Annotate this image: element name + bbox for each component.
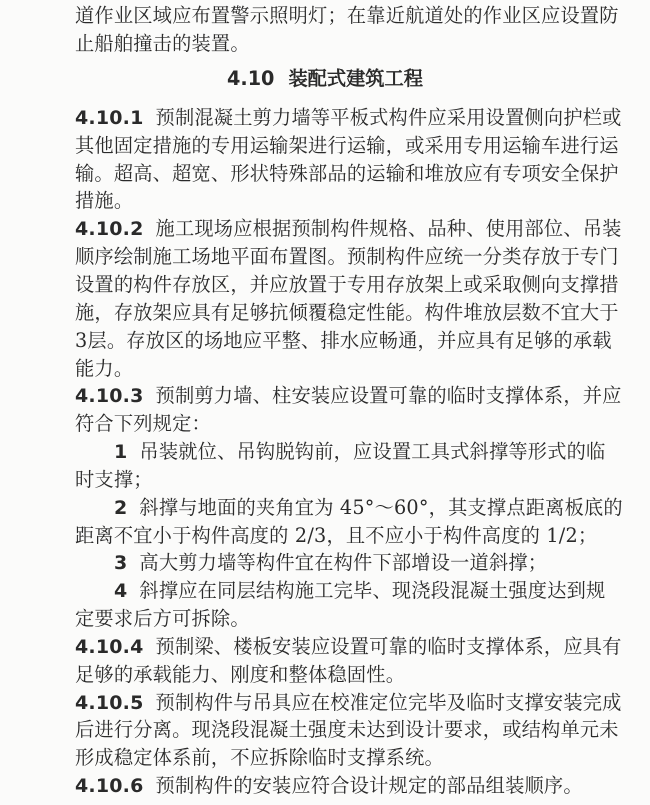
list-item-number: 3	[114, 552, 128, 575]
clause-4-10-1-line-3: 输。超高、超宽、形状特殊部品的运输和堆放应有专项安全保护	[75, 161, 619, 185]
clause-4-10-5-line-3: 形成稳定体系前，不应拆除临时支撑系统。	[75, 746, 444, 770]
clause-4-10-3-line-2: 符合下列规定：	[75, 412, 211, 436]
clause-number: 4.10.5	[75, 691, 144, 714]
clause-number: 4.10.6	[75, 775, 144, 798]
clause-4-10-5-line-1: 4.10.5 预制构件与吊具应在校准定位完毕及临时支撑安装完成	[75, 690, 622, 714]
clause-4-10-2-line-5: 3层。存放区的场地应平整、排水应畅通，并应具有足够的承载	[75, 328, 612, 352]
clause-4-10-1-line-4: 措施。	[75, 189, 134, 213]
section-title: 装配式建筑工程	[288, 67, 423, 91]
clause-4-10-2-line-6: 能力。	[75, 356, 134, 380]
list-item-number: 1	[114, 441, 128, 464]
list-item-2-line-2: 距离不宜小于构件高度的 2/3，且不应小于构件高度的 1/2；	[75, 523, 598, 547]
clause-4-10-4-line-2: 足够的承载能力、刚度和整体稳固性。	[75, 662, 406, 686]
list-item-1-line-1: 1 吊装就位、吊钩脱钩前，应设置工具式斜撑等形式的临	[114, 440, 606, 464]
clause-4-10-1-line-2: 其他固定措施的专用运输架进行运输，或采用专用运输车进行运	[75, 133, 619, 157]
list-item-number: 4	[114, 580, 128, 603]
list-item-3-line-1: 3 高大剪力墙等构件宜在构件下部增设一道斜撑；	[114, 551, 548, 575]
clause-number: 4.10.2	[75, 218, 144, 241]
clause-4-10-2-line-2: 顺序绘制施工场地平面布置图。预制构件应统一分类存放于专门	[75, 245, 619, 269]
clause-4-10-5-line-2: 后进行分离。现浇段混凝土强度未达到设计要求，或结构单元未	[75, 718, 619, 742]
clause-number: 4.10.4	[75, 635, 144, 658]
clause-number: 4.10.1	[75, 106, 144, 129]
list-item-number: 2	[114, 496, 128, 519]
list-item-1-line-2: 时支撑；	[75, 467, 153, 491]
list-item-4-line-1: 4 斜撑应在同层结构施工完毕、现浇段混凝土强度达到规	[114, 579, 606, 603]
section-number: 4.10	[227, 67, 275, 91]
clause-4-10-6-line-1: 4.10.6 预制构件的安装应符合设计规定的部品组装顺序。	[75, 774, 583, 798]
section-heading	[0, 65, 650, 93]
clause-4-10-4-line-1: 4.10.4 预制梁、楼板安装应设置可靠的临时支撑体系，应具有	[75, 634, 622, 658]
list-item-4-line-2: 定要求后方可拆除。	[75, 607, 250, 631]
intro-line-2: 止船舶撞击的装置。	[75, 31, 250, 55]
clause-4-10-1-line-1: 4.10.1 预制混凝土剪力墙等平板式构件应采用设置侧向护栏或	[75, 105, 622, 129]
clause-4-10-2-line-4: 施，存放架应具有足够抗倾覆稳定性能。构件堆放层数不宜大于	[75, 300, 619, 324]
clause-4-10-2-line-3: 设置的构件存放区，并应放置于专用存放架上或采取侧向支撑措	[75, 273, 619, 296]
intro-line-1: 道作业区域应布置警示照明灯；在靠近航道处的作业区应设置防	[75, 4, 619, 27]
list-item-2-line-1: 2 斜撑与地面的夹角宜为 45°～60°，其支撑点距离板底的	[114, 495, 623, 519]
clause-4-10-3-line-1: 4.10.3 预制剪力墙、柱安装应设置可靠的临时支撑体系，并应	[75, 384, 622, 408]
clause-number: 4.10.3	[75, 385, 144, 408]
clause-4-10-2-line-1: 4.10.2 施工现场应根据预制构件规格、品种、使用部位、吊装	[75, 217, 622, 241]
